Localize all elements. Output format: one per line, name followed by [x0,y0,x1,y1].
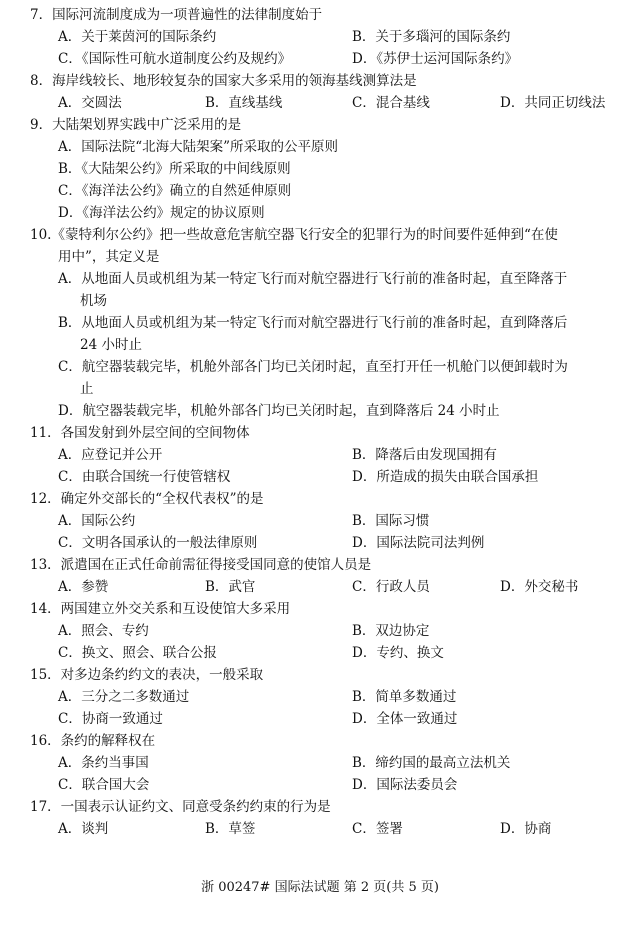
question [0,422,640,488]
answer-option: A．应登记并公开 [58,447,163,463]
question [0,488,640,554]
question [0,664,640,730]
answer-option: A．照会、专约 [58,623,149,639]
answer-option: C．混合基线 [352,95,430,111]
option-row [0,400,640,422]
answer-option: B．关于多瑙河的国际条约 [352,29,511,45]
exam-page [0,4,640,840]
question-stem-line [0,70,640,92]
answer-option: D．全体一致通过 [352,711,458,727]
question-stem-line [0,224,640,246]
answer-option: B．草签 [205,821,256,837]
option-row [0,312,640,334]
answer-option: B．双边协定 [352,623,430,639]
question-stem: 8．海岸线较长、地形较复杂的国家大多采用的领海基线测算法是 [30,73,417,89]
answer-option: D．外交秘书 [500,579,579,595]
answer-option: B．降落后由发现国拥有 [352,447,497,463]
option-row [0,752,640,774]
option-row [0,180,640,202]
option-row [0,202,640,224]
option-continuation [0,378,640,400]
answer-option: B．简单多数通过 [352,689,457,705]
answer-option: B．从地面人员或机组为某一特定飞行而对航空器进行飞行前的准备时起，直到降落后 [58,315,568,331]
question-stem-line [0,554,640,576]
option-row [0,136,640,158]
question-stem: 13．派遣国在正式任命前需征得接受国同意的使馆人员是 [30,557,372,573]
question [0,114,640,224]
question [0,730,640,796]
page-footer: 浙 00247# 国际法试题 第 2 页(共 5 页) [201,880,439,895]
question-stem: 用中”，其定义是 [58,249,160,265]
question-stem-line [0,796,640,818]
answer-option: C．行政人员 [352,579,430,595]
question-stem: 14．两国建立外交关系和互设使馆大多采用 [30,601,291,617]
option-row [0,686,640,708]
answer-option: A．国际法院“北海大陆架案”所采取的公平原则 [58,139,339,155]
answer-option: B．国际习惯 [352,513,430,529]
option-row [0,158,640,180]
answer-option: A．条约当事国 [58,755,149,771]
option-row [0,466,640,488]
question-stem-line [0,598,640,620]
question [0,796,640,840]
answer-option: C．《海洋法公约》确立的自然延伸原则 [58,183,292,199]
question-stem: 17．一国表示认证约文、同意受条约约束的行为是 [30,799,331,815]
option-continuation [0,290,640,312]
answer-option: C．换文、照会、联合公报 [58,645,217,661]
answer-option: A．谈判 [58,821,109,837]
option-row [0,642,640,664]
answer-option: B．缔约国的最高立法机关 [352,755,511,771]
question-stem: 16．条约的解释权在 [30,733,156,749]
option-row [0,576,640,598]
question-stem: 7．国际河流制度成为一项普遍性的法律制度始于 [30,7,323,23]
question-stem-line [0,488,640,510]
answer-option-continued: 24 小时止 [80,337,142,353]
option-row [0,48,640,70]
option-row [0,532,640,554]
question-stem: 10.《蒙特利尔公约》把一些故意危害航空器飞行安全的犯罪行为的时间要件延伸到“在使 [30,227,558,243]
question [0,554,640,598]
option-row [0,356,640,378]
question [0,4,640,70]
answer-option: D．《海洋法公约》规定的协议原则 [58,205,265,221]
question-stem-line [0,246,640,268]
option-row [0,26,640,48]
answer-option: C．《国际性可航水道制度公约及规约》 [58,51,292,67]
question-stem: 15．对多边条约约文的表决，一般采取 [30,667,264,683]
answer-option: A．参赞 [58,579,109,595]
answer-option: D．所造成的损失由联合国承担 [352,469,539,485]
answer-option: D．国际法院司法判例 [352,535,485,551]
answer-option: D．协商 [500,821,552,837]
answer-option: A．关于莱茵河的国际条约 [58,29,217,45]
answer-option: B．《大陆架公约》所采取的中间线原则 [58,161,291,177]
option-continuation [0,334,640,356]
answer-option: A．交圆法 [58,95,122,111]
question-stem-line [0,114,640,136]
question [0,224,640,422]
question-stem-line [0,422,640,444]
question-stem: 11．各国发射到外层空间的空间物体 [30,425,250,441]
answer-option: A．三分之二多数通过 [58,689,190,705]
option-row [0,774,640,796]
option-row [0,620,640,642]
answer-option: C．文明各国承认的一般法律原则 [58,535,258,551]
question-stem-line [0,730,640,752]
answer-option: C．签署 [352,821,403,837]
answer-option-continued: 机场 [80,293,107,309]
answer-option-continued: 止 [80,381,94,397]
answer-option: D．专约、换文 [352,645,444,661]
option-row [0,818,640,840]
option-row [0,268,640,290]
option-row [0,708,640,730]
question-stem: 9．大陆架划界实践中广泛采用的是 [30,117,242,133]
option-row [0,444,640,466]
question-stem-line [0,664,640,686]
answer-option: D．共同正切线法 [500,95,606,111]
answer-option: C．联合国大会 [58,777,150,793]
answer-option: D．航空器装载完毕，机舱外部各门均已关闭时起，直到降落后 24 小时止 [58,403,500,419]
option-row [0,92,640,114]
question [0,70,640,114]
answer-option: D．《苏伊士运河国际条约》 [352,51,519,67]
option-row [0,510,640,532]
answer-option: B．武官 [205,579,256,595]
answer-option: D．国际法委员会 [352,777,458,793]
question-stem-line [0,4,640,26]
answer-option: A．国际公约 [58,513,136,529]
answer-option: A．从地面人员或机组为某一特定飞行而对航空器进行飞行前的准备时起，直至降落于 [58,271,568,287]
answer-option: C．由联合国统一行使管辖权 [58,469,231,485]
answer-option: C．协商一致通过 [58,711,163,727]
answer-option: B．直线基线 [205,95,283,111]
answer-option: C．航空器装载完毕，机舱外部各门均已关闭时起，直至打开任一机舱门以便卸载时为 [58,359,568,375]
question [0,598,640,664]
question-stem: 12．确定外交部长的“全权代表权”的是 [30,491,264,507]
